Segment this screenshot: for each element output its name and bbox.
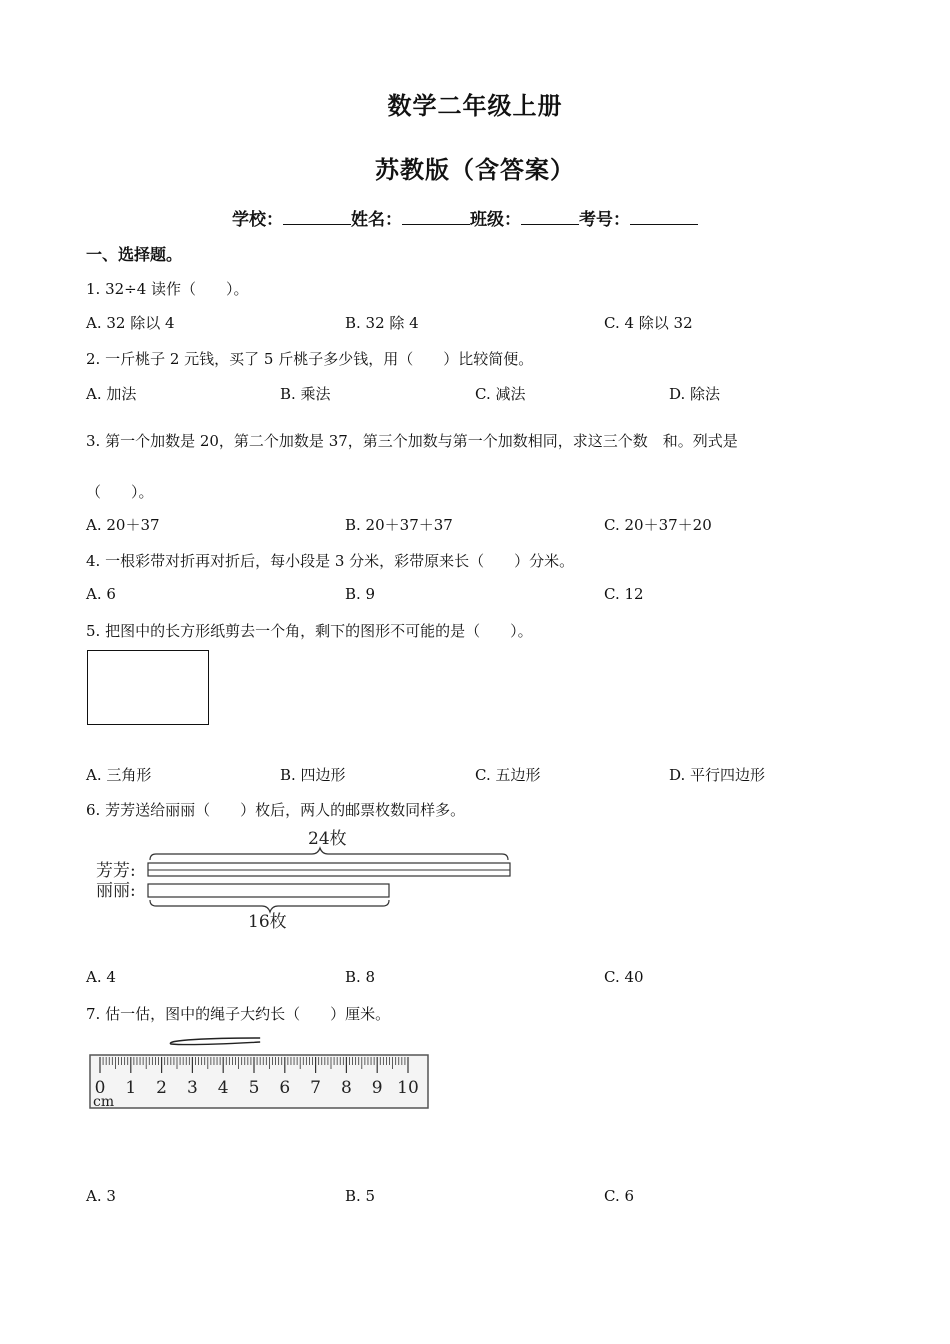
question-5-stem: 5. 把图中的长方形纸剪去一个角，剩下的图形不可能的是（ ）。 — [86, 622, 533, 640]
lili-label: 丽丽: — [96, 881, 136, 901]
question-6-option-a: A. 4 — [86, 968, 116, 986]
exam-number-blank — [630, 208, 698, 225]
class-label: 班级： — [470, 210, 521, 230]
question-4-option-a: A. 6 — [86, 585, 116, 603]
ruler-number: 8 — [340, 1078, 352, 1098]
question-1-option-c: C. 4 除以 32 — [604, 314, 693, 332]
ruler-number: 10 — [397, 1078, 419, 1098]
ruler-number: 5 — [248, 1078, 260, 1098]
question-5-option-c: C. 五边形 — [475, 766, 541, 784]
question-6-option-b: B. 8 — [345, 968, 376, 986]
question-2-option-a: A. 加法 — [86, 385, 137, 403]
question-6-option-c: C. 40 — [604, 968, 644, 986]
ruler-number: 0 — [94, 1078, 106, 1098]
question-2-option-c: C. 减法 — [475, 385, 526, 403]
question-5-option-d: D. 平行四边形 — [669, 766, 766, 784]
ruler-number: 2 — [156, 1078, 168, 1098]
question-7-option-c: C. 6 — [604, 1187, 635, 1205]
question-5-option-a: A. 三角形 — [86, 766, 152, 784]
bottom-value-label: 16枚 — [248, 912, 287, 932]
question-1-stem: 1. 32÷4 读作（ ）。 — [86, 280, 249, 298]
question-3-stem-continued: （ ）。 — [86, 483, 154, 501]
ruler-number: 7 — [310, 1078, 322, 1098]
exam-number-label: 考号： — [579, 210, 630, 230]
question-6-stem: 6. 芳芳送给丽丽（ ）枚后，两人的邮票枚数同样多。 — [86, 801, 466, 819]
question-4-option-c: C. 12 — [604, 585, 644, 603]
question-3-option-b: B. 20＋37＋37 — [345, 516, 453, 534]
fangfang-bar — [148, 863, 510, 876]
ruler-number: 9 — [371, 1078, 383, 1098]
ruler-diagram — [88, 1030, 434, 1112]
ruler-number: 6 — [279, 1078, 291, 1098]
school-label: 学校： — [232, 210, 283, 230]
question-5-option-b: B. 四边形 — [280, 766, 346, 784]
page-title: 数学二年级上册 — [387, 92, 563, 120]
bottom-brace — [150, 900, 389, 912]
question-3-option-a: A. 20＋37 — [86, 516, 160, 534]
question-2-option-b: B. 乘法 — [280, 385, 331, 403]
question-7-option-a: A. 3 — [86, 1187, 116, 1205]
page-subtitle: 苏教版（含答案） — [375, 156, 575, 184]
ruler-unit-label: cm — [93, 1094, 115, 1110]
fangfang-label: 芳芳: — [96, 861, 136, 881]
student-info-line — [232, 205, 698, 230]
lili-bar — [148, 884, 389, 897]
ruler-number: 1 — [125, 1078, 137, 1098]
question-3-option-c: C. 20＋37＋20 — [604, 516, 712, 534]
question-7-stem: 7. 估一估，图中的绳子大约长（ ）厘米。 — [86, 1005, 391, 1023]
question-7-option-b: B. 5 — [345, 1187, 376, 1205]
ruler-number: 4 — [217, 1078, 229, 1098]
school-blank — [283, 208, 351, 225]
rectangle-figure — [87, 650, 209, 725]
ruler-number: 3 — [186, 1078, 198, 1098]
question-1-option-a: A. 32 除以 4 — [86, 314, 175, 332]
top-value-label: 24枚 — [308, 829, 347, 849]
class-blank — [521, 208, 579, 225]
section-title: 一、选择题。 — [86, 245, 183, 264]
stamp-comparison-diagram — [90, 826, 520, 936]
question-1-option-b: B. 32 除 4 — [345, 314, 419, 332]
name-blank — [402, 208, 470, 225]
question-3-stem: 3. 第一个加数是 20，第二个加数是 37，第三个加数与第一个加数相同，求这三个数 和。列式是 — [86, 432, 738, 450]
question-4-stem: 4. 一根彩带对折再对折后，每小段是 3 分米，彩带原来长（ ）分米。 — [86, 552, 575, 570]
rope — [170, 1038, 260, 1045]
question-4-option-b: B. 9 — [345, 585, 376, 603]
question-2-stem: 2. 一斤桃子 2 元钱，买了 5 斤桃子多少钱，用（ ）比较简便。 — [86, 350, 534, 368]
name-label: 姓名： — [351, 210, 402, 230]
question-2-option-d: D. 除法 — [669, 385, 721, 403]
top-brace — [150, 848, 508, 860]
